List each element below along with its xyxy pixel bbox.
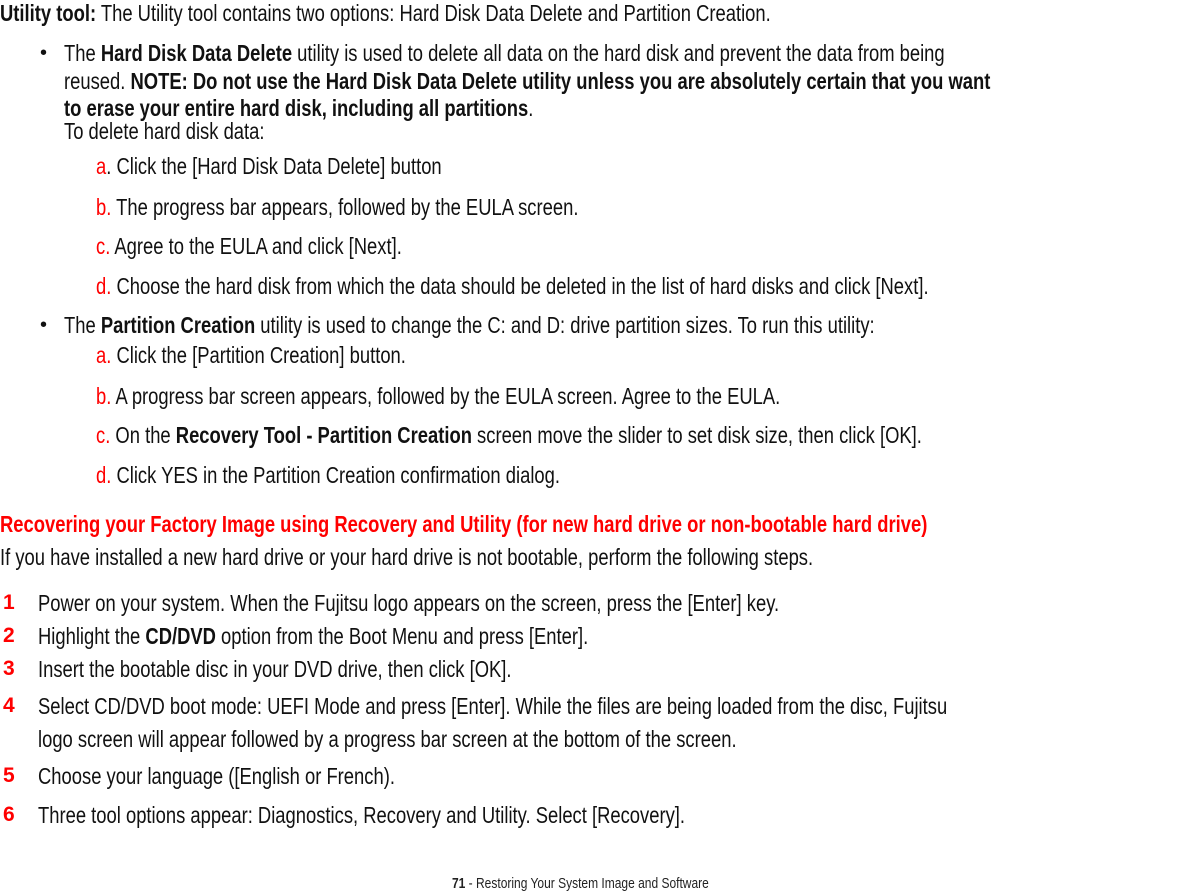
partition-step-d xyxy=(96,462,560,488)
page-footer xyxy=(452,875,709,893)
step-4-text-cont: logo screen will appear followed by a progress bar screen at the bottom of the screen. xyxy=(38,726,737,752)
step-letter: c. xyxy=(96,233,111,259)
step-bold: CD/DVD xyxy=(145,623,216,649)
partition-rest: utility is used to change the C: and D: drive partition sizes. To run this utility: xyxy=(255,312,875,338)
step-text: Click YES in the Partition Creation confirmation dialog. xyxy=(111,462,560,488)
hdd-note-2: to erase your entire hard disk, including all partitions xyxy=(64,95,529,121)
hdd-subintro: To delete hard disk data: xyxy=(64,118,265,144)
hdd-step-a xyxy=(96,153,442,179)
step-5-text: Choose your language ([English or French). xyxy=(38,763,395,789)
step-text: Agree to the EULA and click [Next]. xyxy=(110,233,402,259)
hdd-pre: The xyxy=(64,40,101,66)
step-text: option from the Boot Menu and press [Enter]. xyxy=(215,623,589,649)
partition-step-a xyxy=(96,342,406,368)
step-number: 2 xyxy=(3,624,15,647)
step-letter: a xyxy=(96,153,107,179)
partition-step-b xyxy=(96,383,780,409)
page-number: 71 xyxy=(452,875,466,892)
bullet-icon: • xyxy=(40,42,48,64)
hdd-note-1: NOTE: Do not use the Hard Disk Data Delete utility unless you are absolutely certain that you want xyxy=(130,68,991,94)
hdd-step-c xyxy=(96,233,402,259)
step-bold: Recovery Tool - Partition Creation xyxy=(175,422,472,448)
step-2-text xyxy=(38,623,588,649)
step-letter: b. xyxy=(96,383,112,409)
partition-step-c xyxy=(96,422,922,448)
step-letter: c. xyxy=(96,422,111,448)
partition-name: Partition Creation xyxy=(100,312,256,338)
step-letter: a. xyxy=(96,342,112,368)
step-number: 4 xyxy=(3,694,15,717)
step-text: Choose the hard disk from which the data should be deleted in the list of hard disks and click [Next]. xyxy=(111,273,929,299)
hdd-name: Hard Disk Data Delete xyxy=(100,40,293,66)
hdd-line2-pre: reused. xyxy=(64,68,131,94)
hdd-line-2 xyxy=(64,68,990,94)
step-text: A progress bar screen appears, followed by the EULA screen. Agree to the EULA. xyxy=(111,383,781,409)
partition-pre: The xyxy=(64,312,101,338)
utility-intro xyxy=(0,0,771,26)
hdd-step-d xyxy=(96,273,929,299)
step-4-text: Select CD/DVD boot mode: UEFI Mode and press [Enter]. While the files are being loaded from the disc, Fujitsu xyxy=(38,693,948,719)
step-pre: On the xyxy=(110,422,176,448)
step-number: 3 xyxy=(3,657,15,680)
step-text: The progress bar appears, followed by the EULA screen. xyxy=(111,194,579,220)
step-text: Click the [Partition Creation] button. xyxy=(111,342,406,368)
section-heading: Recovering your Factory Image using Recovery and Utility (for new hard drive or non-bootable hard drive) xyxy=(0,511,928,537)
hdd-rest: utility is used to delete all data on the hard disk and prevent the data from being xyxy=(292,40,945,66)
utility-label: Utility tool: xyxy=(0,0,97,26)
utility-intro-text: The Utility tool contains two options: Hard Disk Data Delete and Partition Creation. xyxy=(96,0,771,26)
section-intro: If you have installed a new hard drive or your hard drive is not bootable, perform the following steps. xyxy=(0,544,814,570)
step-6-text: Three tool options appear: Diagnostics, Recovery and Utility. Select [Recovery]. xyxy=(38,802,686,828)
hdd-line-1 xyxy=(64,40,945,66)
hdd-note-end: . xyxy=(528,95,534,121)
step-number: 6 xyxy=(3,803,15,826)
step-dot: . xyxy=(106,153,112,179)
partition-line xyxy=(64,312,875,338)
step-3-text: Insert the bootable disc in your DVD drive, then click [OK]. xyxy=(38,656,512,682)
bullet-icon: • xyxy=(40,314,48,336)
step-number: 1 xyxy=(3,591,15,614)
step-number: 5 xyxy=(3,764,15,787)
step-letter: d. xyxy=(96,273,112,299)
step-text: screen move the slider to set disk size, then click [OK]. xyxy=(471,422,922,448)
step-1-text: Power on your system. When the Fujitsu logo appears on the screen, press the [Enter] key. xyxy=(38,590,780,616)
step-text: Click the [Hard Disk Data Delete] button xyxy=(111,153,442,179)
step-letter: b. xyxy=(96,194,112,220)
footer-title: - Restoring Your System Image and Software xyxy=(465,875,709,892)
step-letter: d. xyxy=(96,462,112,488)
hdd-step-b xyxy=(96,194,578,220)
step-pre: Highlight the xyxy=(38,623,146,649)
